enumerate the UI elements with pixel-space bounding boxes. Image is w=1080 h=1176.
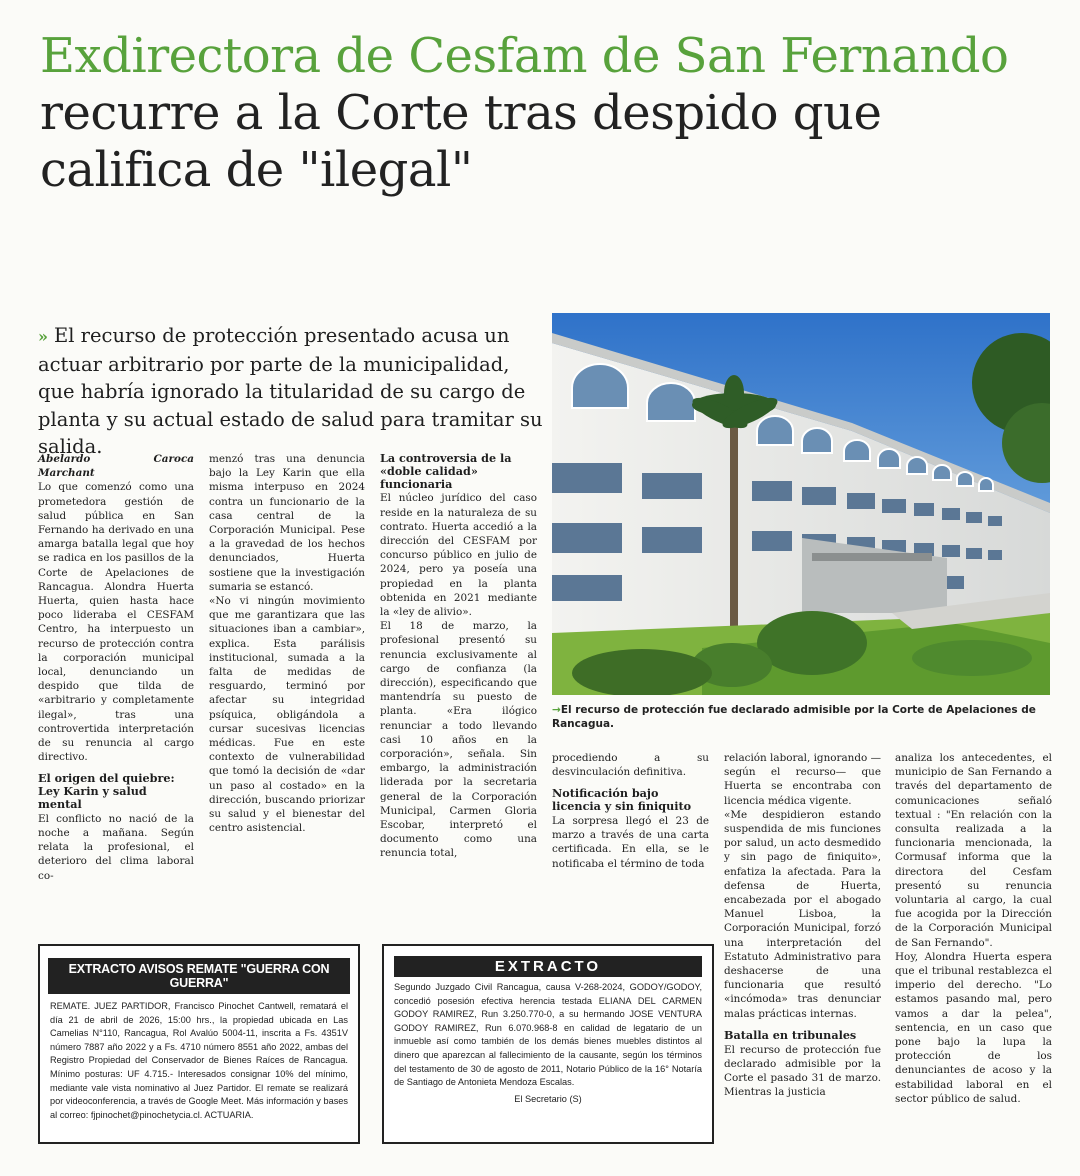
ad-extracto: [382, 944, 714, 1144]
lead-marker-icon: »: [38, 327, 48, 346]
subheading-tribunals: Batalla en tribunales: [724, 1027, 857, 1042]
col5b-paragraph: El recurso de protección fue declarado admisible por la Corte el pasado 31 de marzo. Mientras la justicia: [724, 1043, 881, 1099]
subheading-notification: Notificación bajo licencia y sin finiquito: [552, 786, 692, 814]
ad-extracto-title: EXTRACTO: [394, 956, 702, 977]
photo-caption: [552, 703, 1052, 731]
article-column-6: [895, 751, 1052, 1106]
col2-paragraph-1: menzó tras una denuncia bajo la Ley Karin que ella misma interpuso en 2024 contra un funcionario de la casa central de la Corporación Municipal. Pese a la gravedad de los hechos denunciados, Huerta sostiene que la investigación sumaria se estancó.: [209, 453, 365, 593]
article-column-5: [724, 751, 881, 1099]
col1b-paragraph: El conflicto no nació de la noche a mañana. Según relata la profesional, el deterioro del clima laboral co-: [38, 812, 194, 882]
article-column-3: [380, 452, 537, 861]
col1-paragraph: Lo que comenzó como una prometedora gestión de salud pública en San Fernando ha derivado en una amarga batalla legal que hoy se radica en los pasillos de la Corte de Apelaciones de Rancagua. Alondra Huerta Huerta, quien hasta hace poco lideraba el CESFAM Centro, ha interpuesto un recurso de protección contra la corporación municipal local, denunciando un despido que tilda de «arbitrario y completamente ilegal», tras una controvertida interpretación de su renuncia al cargo directivo.: [38, 481, 194, 764]
ad-extracto-text: Segundo Juzgado Civil Rancagua, causa V-268-2024, GODOY/GODOY, concedió posesión efectiva herencia testada ELIANA DEL CARMEN GODOY RAMIREZ, Run 3.250.770-0, a su hermando JOSE VENTURA GODOY RAMIREZ, Run 6.070.968-8 en calidad de legatario de un inmueble así como también de los demás bienes muebles distintos al dinero que aparezcan al fallecimiento de la causante, según los términos del testamento de 30 de agosto de 2011, Notario Público de la 16° Notaría de Santiago de Antonieta Mendoza Escalas.: [394, 982, 702, 1088]
caption-arrow-icon: →: [552, 704, 561, 716]
col3-paragraph-2: El 18 de marzo, la profesional presentó su renuncia exclusivamente al cargo de confianza (la dirección), especificando que mantendría su puesto de planta. «Era ilógico renunciar a todo llevando casi 10 años en la corporación», señala. Sin embargo, la administración liderada por la secretaria general de la Corporación Municipal, Carmen Gloria Escobar, interpretó el documento como una renuncia total,: [380, 620, 537, 860]
article-photo: [552, 313, 1050, 695]
col4b-paragraph: La sorpresa llegó el 23 de marzo a través de una carta certificada. En ella, se le notificaba el término de toda: [552, 815, 709, 870]
ad-remate-title: EXTRACTO AVISOS REMATE "GUERRA CON GUERRA": [48, 958, 350, 994]
col5-paragraph-2: «Me despidieron estando suspendida de mis funciones por salud, un acto desmedido y sin pago de finiquito», enfatiza la afectada. Para la defensa de Huerta, encabezada por el abogado Manuel Lisboa, la Corporación Municipal, forzó una interpretación del Estatuto Administrativo para deshacerse de una funcionaria que resultó «incómoda» tras denunciar malas prácticas internas.: [724, 808, 881, 1020]
headline: [40, 28, 1050, 199]
subheading-origin: El origen del quiebre: Ley Karin y salud mental: [38, 771, 175, 812]
subheading-controversy: La controversia de la «doble calidad» funcionaria: [380, 451, 512, 491]
lead-paragraph: [38, 322, 543, 461]
col3-paragraph-1: El núcleo jurídico del caso reside en la naturaleza de su contrato. Huerta accedió a la dirección del CESFAM por concurso público en julio de 2024, pero ya poseía una propiedad en la planta obtenida en 2021 mediante la «ley de alivio».: [380, 492, 537, 619]
ad-remate: [38, 944, 360, 1144]
col6-paragraph-2: Hoy, Alondra Huerta espera que el tribunal restablezca el imperio del derecho. "Lo estamos pasando mal, pero vamos a dar la pelea", sentencia, en un caso que pone bajo la lupa la protección de los denunciantes de acoso y la estabilidad laboral en el sector público de salud.: [895, 950, 1052, 1105]
headline-black: recurre a la Corte tras despido que califica de "ilegal": [40, 85, 882, 198]
caption-text: El recurso de protección fue declarado admisible por la Corte de Apelaciones de Rancagua.: [552, 704, 1036, 730]
building-photo-illustration: [552, 313, 1050, 695]
col4-paragraph: procediendo a su desvinculación definitiva.: [552, 752, 709, 779]
col6-paragraph-1: analiza los antecedentes, el municipio de San Fernando a través del departamento de comunicaciones señaló textual : "En relación con la consulta realizada a la funcionaria mencionada, la Cormusaf informa que la directora del Cesfam presentó su renuncia voluntaria al cargo, la cual fue acogida por la Dirección de la Corporación Municipal de San Fernando".: [895, 752, 1052, 949]
byline: Abelardo Caroca Marchant: [38, 453, 194, 480]
article-column-2: [209, 452, 365, 835]
lead-text: El recurso de protección presentado acusa un actuar arbitrario por parte de la municipalidad, que habría ignorado la titularidad de su cargo de planta y su actual estado de salud para tramitar su salida.: [38, 324, 543, 458]
headline-green: Exdirectora de Cesfam de San Fernando: [40, 28, 1009, 84]
col5-paragraph-1: relación laboral, ignorando —según el recurso— que Huerta se encontraba con licencia médica vigente.: [724, 752, 881, 807]
ad-extracto-signature: El Secretario (S): [514, 1093, 582, 1104]
article-column-4: [552, 751, 709, 871]
article-column-1: [38, 452, 194, 883]
col2-paragraph-2: «No vi ningún movimiento que me garantizara que las situaciones iban a cambiar», explica. Esta parálisis institucional, sumada a la falta de medidas de resguardo, terminó por afectar su integridad psíquica, obligándola a cursar sucesivas licencias médicas. Fue en este contexto de vulnerabilidad que tomó la decisión de «dar un paso al costado» en la dirección, buscando priorizar su salud y el bienestar del centro asistencial.: [209, 595, 365, 835]
ad-remate-text: REMATE. JUEZ PARTIDOR, Francisco Pinochet Cantwell, rematará el día 21 de abril de 2026, 15:00 hrs., la propiedad ubicada en Las Camelias N°110, Rancagua, Rol Avalúo 5004-11, inscrita a Fs. 4351V número 7887 año 2022 y a Fs. 4710 número 8551 año 2022, ambas del Registro Propiedad del Conservador de Bienes Raíces de Rancagua. Mínimo posturas: UF 4.715.- Interesados consignar 10% del mínimo, mediante vale vista nominativo al Juez Partidor. El remate se realizará por videoconferencia, a través de Google Meet. Más información y bases al correo: fjpinochet@pinochetycia.cl. ACTUARIA.: [50, 1001, 348, 1120]
